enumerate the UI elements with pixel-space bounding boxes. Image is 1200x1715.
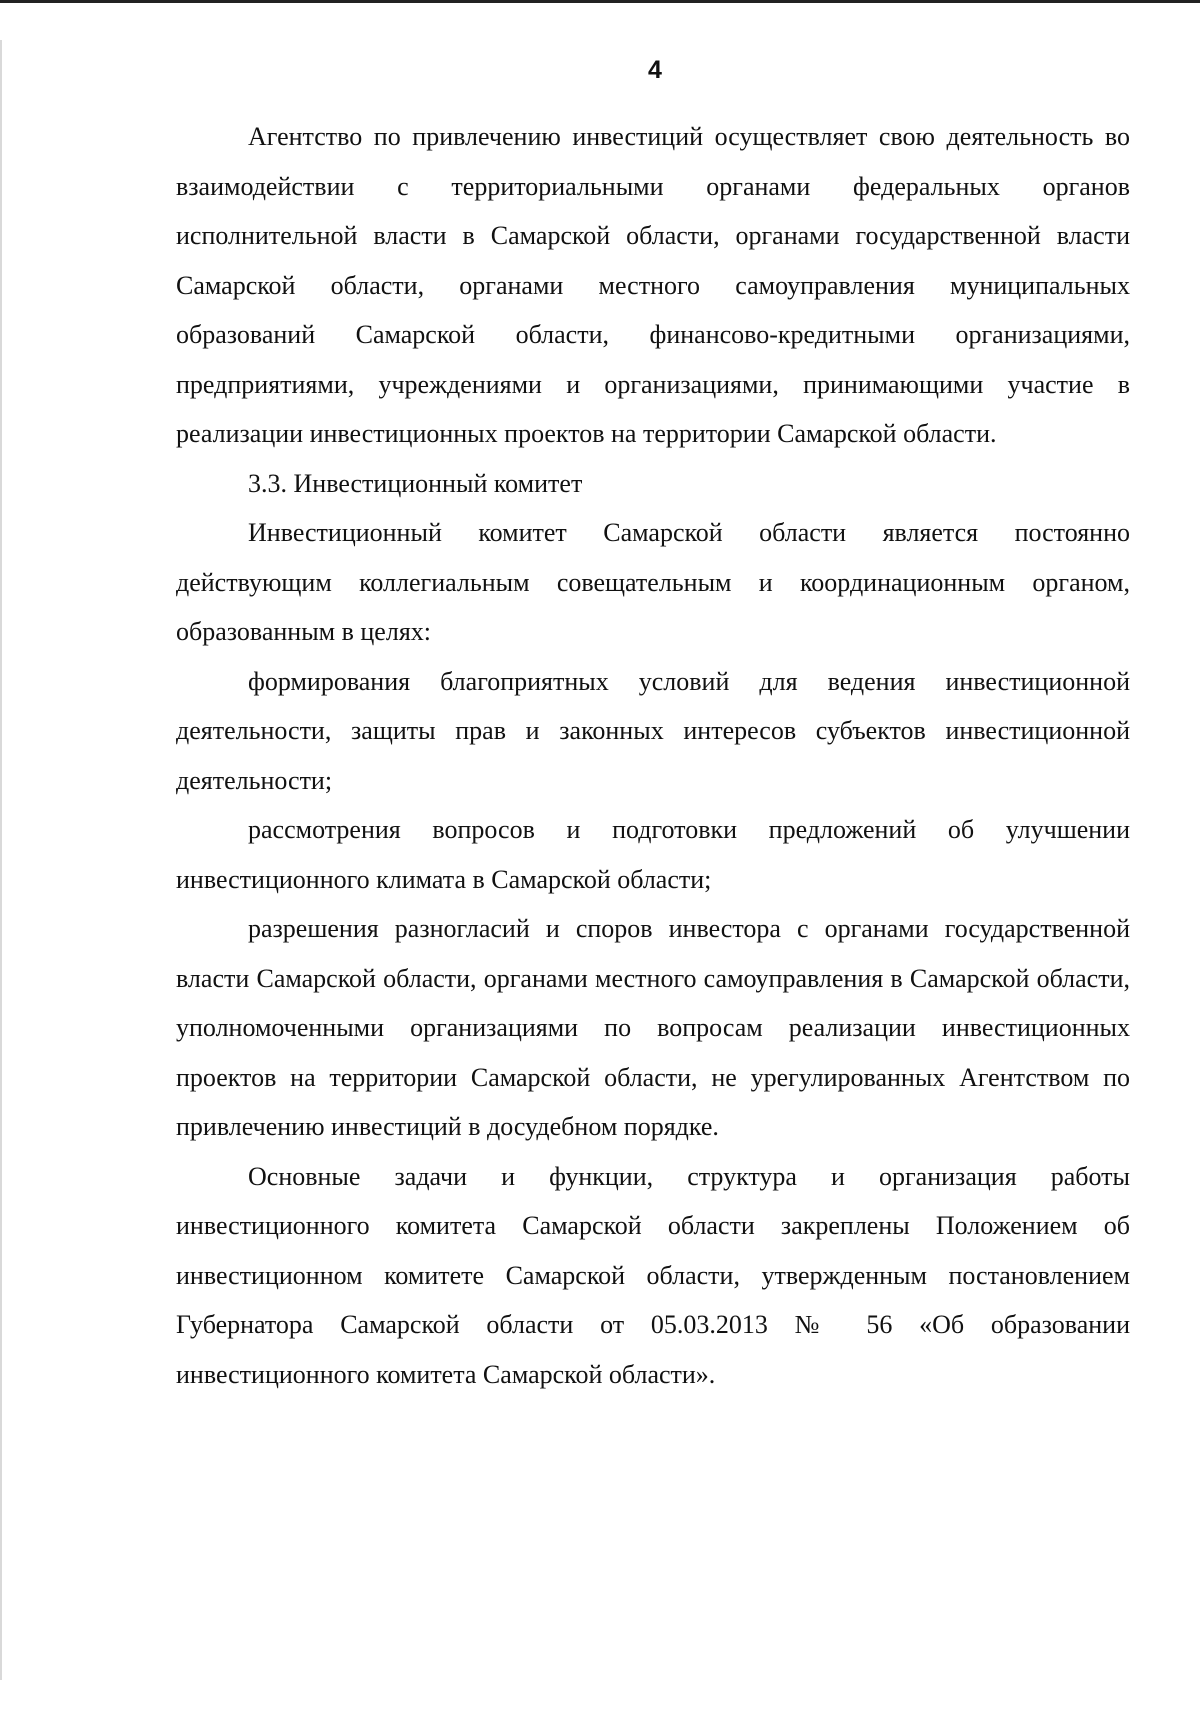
paragraph-agency-cooperation: Агентство по привлечению инвестиций осуществляет свою деятельность во взаимодействии с территориальными органами федеральных органов исполнительной власти в Самарской области, органами государственной власти Самарской области, органами местного самоуправления муниципальных образований Самарской области, финансово-кредитными организациями, предприятиями, учреждениями и организациями, принимающими участие в реализации инвестиционных проектов на территории Самарской области. [176,122,1130,448]
paragraph-purpose-disputes: разрешения разногласий и споров инвестора с органами государственной власти Самарской области, органами местного самоуправления в Самарской области, уполномоченными организациями по вопросам реализации инвестиционных проектов на территории Самарской области, не урегулированных Агентством по привлечению инвестиций в досудебном порядке. [176,914,1130,1141]
scan-top-edge [0,0,1200,3]
page-number: 4 [648,56,662,84]
scan-left-edge [0,40,2,1680]
section-heading: 3.3. Инвестиционный комитет [248,468,583,498]
paragraph-committee-definition: Инвестиционный комитет Самарской области является постоянно действующим коллегиальным совещательным и координационным органом, образованным в целях: [176,518,1130,646]
document-body [176,112,1130,1399]
paragraph-regulation-reference: Основные задачи и функции, структура и организация работы инвестиционного комитета Самарской области закреплены Положением об инвестиционном комитете Самарской области, утвержденным постановлением Губернатора Самарской области от 05.03.2013 № 56 «Об образовании инвестиционного комитета Самарской области». [176,1161,1130,1389]
paragraph-purpose-conditions: формирования благоприятных условий для ведения инвестиционной деятельности, защиты прав и законных интересов субъектов инвестиционной деятельности; [176,666,1130,795]
paragraph-purpose-climate: рассмотрения вопросов и подготовки предложений об улучшении инвестиционного климата в Самарской области; [176,815,1130,894]
